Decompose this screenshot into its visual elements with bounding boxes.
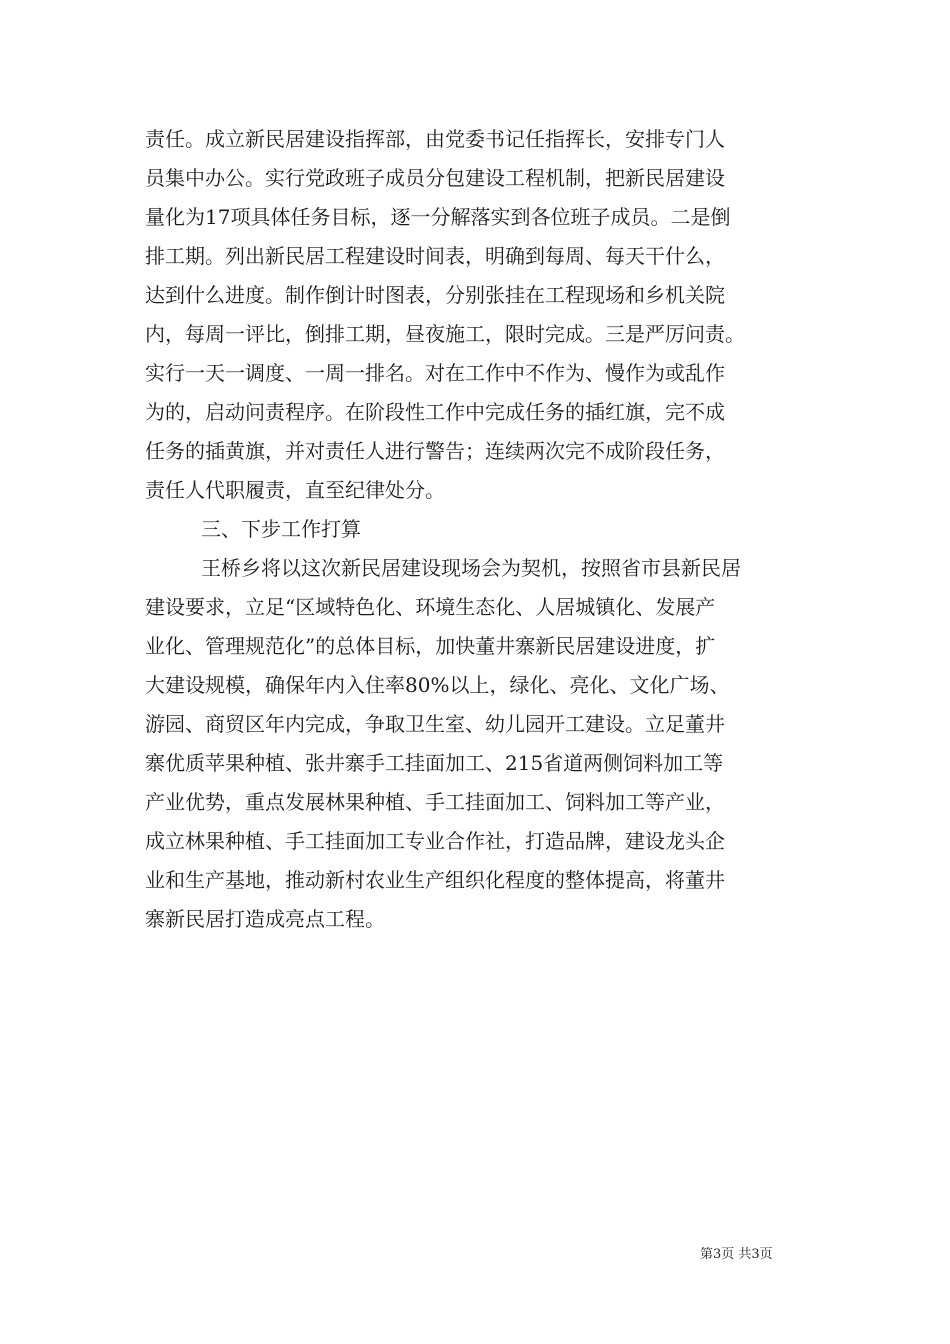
paragraph-next-steps bbox=[145, 549, 815, 939]
text-line: 成立林果种植、手工挂面加工专业合作社，打造品牌，建设龙头企 bbox=[145, 829, 725, 853]
text-line: 为的，启动问责程序。在阶段性工作中完成任务的插红旗，完不成 bbox=[145, 400, 725, 424]
text-line: 产业优势，重点发展林果种植、手工挂面加工、饲料加工等产业， bbox=[145, 790, 725, 814]
text-line: 大建设规模，确保年内入住率80%以上，绿化、亮化、文化广场、 bbox=[145, 673, 730, 697]
text-line: 达到什么进度。制作倒计时图表，分别张挂在工程现场和乡机关院 bbox=[145, 283, 725, 307]
text-line: 王桥乡将以这次新民居建设现场会为契机，按照省市县新民居 bbox=[201, 556, 741, 580]
page-number-footer: 第3页 共3页 bbox=[700, 1247, 773, 1262]
text-line: 业化、管理规范化”的总体目标，加快董井寨新民居建设进度，扩 bbox=[145, 634, 716, 658]
text-line: 内，每周一评比，倒排工期，昼夜施工，限时完成。三是严厉问责。 bbox=[145, 322, 745, 346]
text-line: 量化为17项具体任务目标，逐一分解落实到各位班子成员。二是倒 bbox=[145, 205, 731, 229]
section-heading: 三、下步工作打算 bbox=[201, 517, 361, 541]
text-line: 责任人代职履责，直至纪律处分。 bbox=[145, 478, 445, 502]
text-line: 责任。成立新民居建设指挥部，由党委书记任指挥长，安排专门人 bbox=[145, 127, 725, 151]
text-line: 任务的插黄旗，并对责任人进行警告；连续两次完不成阶段任务， bbox=[145, 439, 725, 463]
paragraph-responsibility bbox=[145, 120, 815, 510]
text-line: 业和生产基地，推动新村农业生产组织化程度的整体提高，将董井 bbox=[145, 868, 725, 892]
text-line: 游园、商贸区年内完成，争取卫生室、幼儿园开工建设。立足董井 bbox=[145, 712, 725, 736]
text-line: 排工期。列出新民居工程建设时间表，明确到每周、每天干什么， bbox=[145, 244, 725, 268]
text-line: 寨优质苹果种植、张井寨手工挂面加工、215省道两侧饲料加工等 bbox=[145, 751, 724, 775]
text-line: 寨新民居打造成亮点工程。 bbox=[145, 907, 385, 931]
text-line: 建设要求，立足“区域特色化、环境生态化、人居城镇化、发展产 bbox=[145, 595, 716, 619]
text-line: 员集中办公。实行党政班子成员分包建设工程机制，把新民居建设 bbox=[145, 166, 725, 190]
text-line: 实行一天一调度、一周一排名。对在工作中不作为、慢作为或乱作 bbox=[145, 361, 725, 385]
document-body bbox=[145, 120, 815, 939]
